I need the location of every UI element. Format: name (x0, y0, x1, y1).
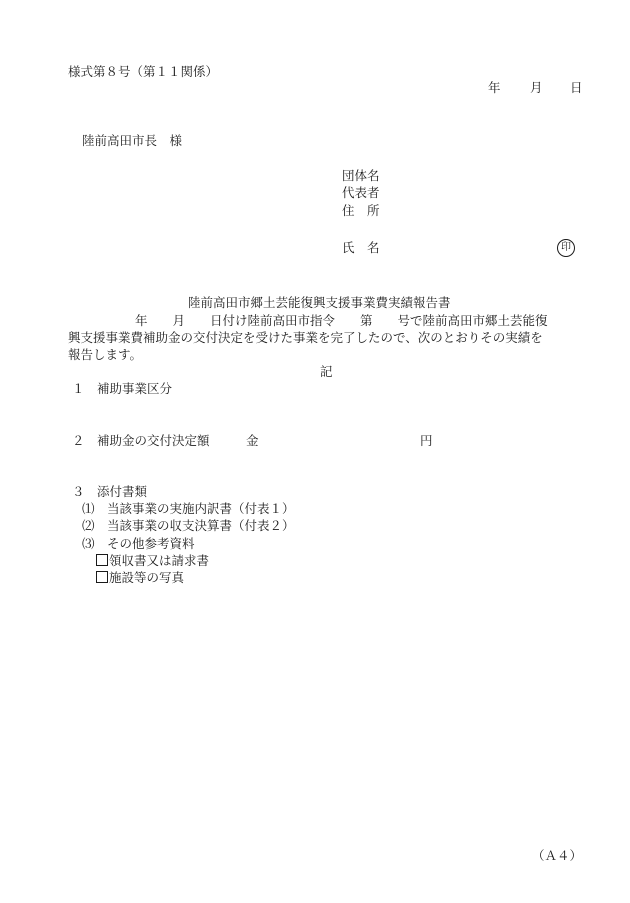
date-year: 年 (488, 80, 501, 95)
document-title: 陸前高田市郷土芸能復興支援事業費実績報告書 (188, 295, 451, 310)
body-line-2: 興支援事業費補助金の交付決定を受けた事業を完了したので、次のとおりその実績を (68, 330, 543, 345)
seal-mark: 印 (557, 239, 575, 257)
checkbox-receipt-row (96, 553, 209, 569)
checkbox-photo-label: 施設等の写真 (109, 570, 185, 585)
body-line-3: 報告します。 (68, 347, 143, 362)
checkbox-photo[interactable] (96, 571, 108, 583)
item-2-kin: 金 (246, 433, 259, 448)
addressee: 陸前高田市長 様 (82, 133, 183, 148)
date-day: 日 (570, 80, 583, 95)
attachment-2: ⑵ 当該事業の収支決算書（付表２） (82, 518, 295, 533)
item-3-attachments: ３ 添付書類 (72, 484, 148, 499)
ki-heading: 記 (320, 364, 333, 379)
attachment-1: ⑴ 当該事業の実施内訳書（付表１） (82, 501, 295, 516)
paper-size-note: （Ａ４） (532, 848, 583, 863)
item-1-subsidy-category: １ 補助事業区分 (72, 381, 173, 396)
item-2-yen: 円 (420, 433, 433, 448)
checkbox-photo-row (96, 570, 184, 586)
body-line-1: 年 月 日付け陸前高田市指令 第 号で陸前高田市郷土芸能復 (135, 313, 548, 328)
form-number: 様式第８号（第１１関係） (68, 64, 219, 79)
representative-label: 代表者 (342, 185, 380, 200)
address-label: 住 所 (342, 203, 380, 218)
checkbox-receipt-label: 領収書又は請求書 (109, 553, 210, 568)
group-name-label: 団体名 (342, 168, 380, 183)
attachment-3: ⑶ その他参考資料 (82, 536, 195, 551)
checkbox-receipt[interactable] (96, 554, 108, 566)
name-label: 氏 名 (342, 240, 380, 255)
date-month: 月 (530, 80, 543, 95)
item-2-grant-amount: ２ 補助金の交付決定額 (72, 433, 210, 448)
